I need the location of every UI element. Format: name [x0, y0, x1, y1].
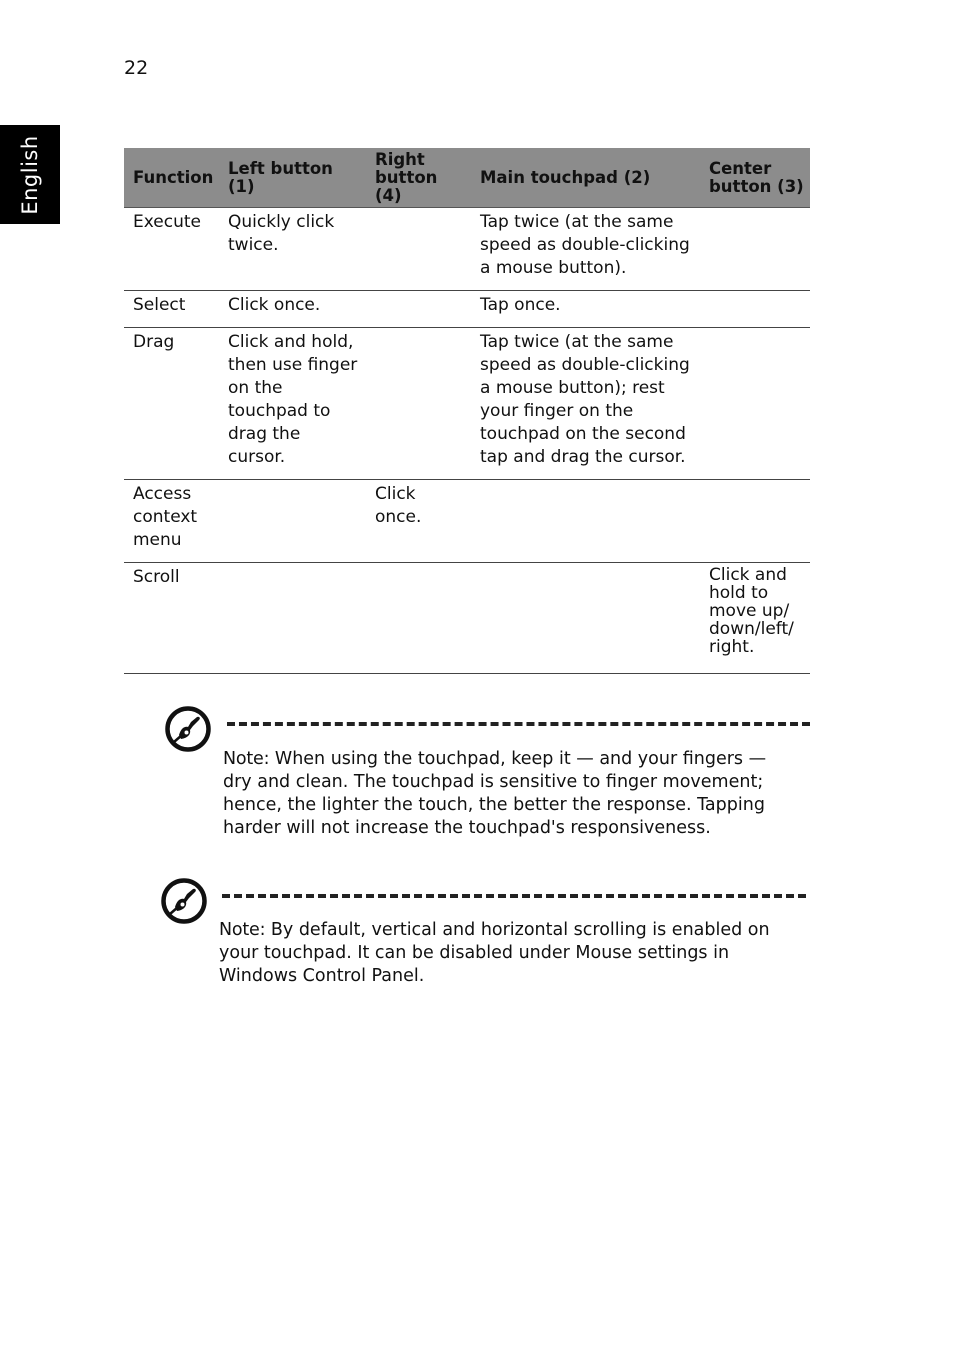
table-cell [219, 563, 366, 674]
note-body: By default, vertical and horizontal scrolling is enabled on your touchpad. It can be disabled under Mouse settings in Windows Control Panel. [219, 920, 770, 986]
table-cell [471, 563, 700, 674]
table-cell: Execute [124, 208, 219, 291]
table-cell: Scroll [124, 563, 219, 674]
header-left-button: Left button (1) [219, 148, 366, 208]
table-cell [366, 291, 471, 328]
table-cell [366, 208, 471, 291]
note-text [219, 919, 789, 988]
note-body: When using the touchpad, keep it — and your fingers — dry and clean. The touchpad is sensitive to finger movement; hence, the lighter the touch, the better the response. Tapping harder will not increase the touchpad's responsiveness. [223, 749, 767, 838]
note-pen-icon [160, 877, 208, 925]
header-main-touchpad: Main touchpad (2) [471, 148, 700, 208]
header-center-button: Center button (3) [700, 148, 810, 208]
table-cell: Click once. [219, 291, 366, 328]
table-row [124, 563, 810, 674]
table-cell [700, 328, 810, 480]
table-cell: Access context menu [124, 480, 219, 563]
note-label: Note: [223, 749, 270, 769]
table-row [124, 480, 810, 563]
header-right-button: Right button (4) [366, 148, 471, 208]
table-row [124, 328, 810, 480]
side-tab-label: English [18, 135, 42, 215]
table-cell [700, 291, 810, 328]
page-number: 22 [124, 57, 149, 79]
table-cell [366, 328, 471, 480]
table-cell [700, 208, 810, 291]
table-cell: Click once. [366, 480, 471, 563]
note-text [223, 748, 798, 840]
table-cell: Select [124, 291, 219, 328]
table-cell: Click and hold, then use finger on the touchpad to drag the cursor. [219, 328, 366, 480]
table-row [124, 291, 810, 328]
table-cell [366, 563, 471, 674]
touchpad-functions-table [124, 148, 810, 674]
language-side-tab [0, 125, 60, 224]
table-cell [471, 480, 700, 563]
note-label: Note: [219, 920, 266, 940]
table-cell [219, 480, 366, 563]
table-cell: Quickly click twice. [219, 208, 366, 291]
table-header-row [124, 148, 810, 208]
header-function: Function [124, 148, 219, 208]
table-row [124, 208, 810, 291]
table-cell: Tap twice (at the same speed as double-clicking a mouse button). [471, 208, 700, 291]
note-divider [227, 722, 810, 726]
note-pen-icon [164, 705, 212, 753]
table-cell: Tap twice (at the same speed as double-clicking a mouse button); rest your finger on the touchpad on the second tap and drag the cursor. [471, 328, 700, 480]
table-cell [700, 480, 810, 563]
table-cell: Click and hold to move up/ down/left/ right. [700, 563, 810, 674]
table-cell: Tap once. [471, 291, 700, 328]
table-cell: Drag [124, 328, 219, 480]
note-divider [222, 894, 806, 898]
